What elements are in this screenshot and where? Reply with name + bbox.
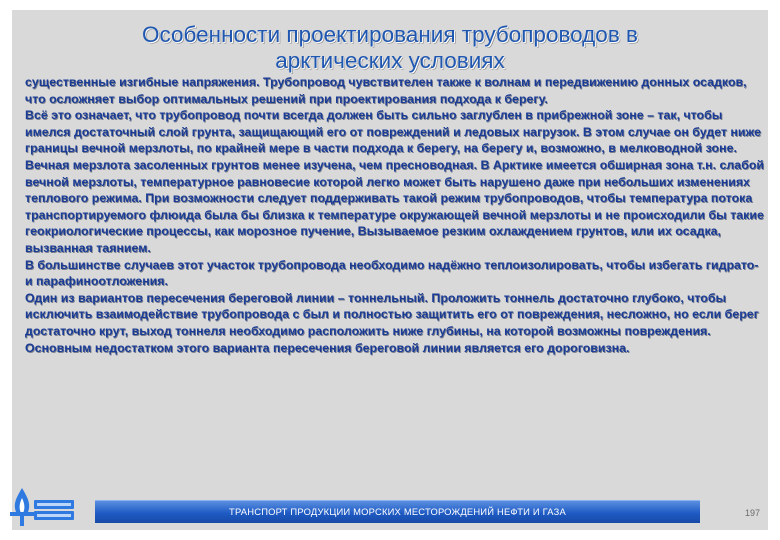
footer-caption: ТРАНСПОРТ ПРОДУКЦИИ МОРСКИХ МЕСТОРОЖДЕНИЙ НЕФТИ И ГАЗА — [229, 506, 566, 517]
footer-bar — [95, 500, 700, 523]
slide-title — [18, 22, 762, 74]
body-paragraph-5: Один из вариантов пересечения береговой линии – тоннельный. Проложить тоннель достаточно глубоко, чтобы исключить взаимодействие трубопровода с был и полностью защитить его от повреждения, несложно, но если берег достаточно крут, выход тоннеля необходимо расположить ниже глубины, на которой возможны повреждения. Основным недостатком этого варианта пересечения береговой линии является его дороговизна. — [25, 290, 759, 355]
slide-body — [25, 74, 765, 356]
slide-title-line-2: арктических условиях — [275, 48, 505, 73]
slide-footer — [0, 490, 780, 540]
page-number: 197 — [745, 508, 761, 518]
body-paragraph-2: Всё это означает, что трубопровод почти всегда должен быть сильно заглублен в прибрежной зоне – так, чтобы имелся достаточный слой грунта, защищающий его от повреждений и ледовых нагрузок. В этом случае он будет ниже границы вечной мерзлоты, по крайней мере в части подхода к берегу, на берегу и, возможно, в мелководной зоне. — [25, 108, 762, 156]
body-paragraph-4: В большинстве случаев этот участок трубопровода необходимо надёжно теплоизолировать, чтобы избегать гидрато- и парафиноотложения. — [25, 257, 759, 289]
body-paragraph-3: Вечная мерзлота засоленных грунтов менее изучена, чем пресноводная. В Арктике имеется обширная зона т.н. слабой вечной мерзлоты, температурное равновесие которой легко может быть нарушено даже при небольших изменениях теплового режима. При возможности следует поддерживать такой режим трубопроводов, чтобы температура потока транспортируемого флюида была бы близка к температуре окружающей вечной мерзлоты и не происходили бы такие геокриологические процессы, как морозное пучение, Вызываемое резким охлаждением грунтов, или их осадка, вызванная таянием. — [25, 157, 765, 255]
gazprom-logo-icon — [4, 484, 80, 534]
slide-title-line-1: Особенности проектирования трубопроводов в — [142, 22, 638, 47]
body-paragraph-1: существенные изгибные напряжения. Трубопровод чувствителен также к волнам и передвижению донных осадков, что осложняет выбор оптимальных решений при проектирования подхода к берегу. — [25, 75, 747, 106]
